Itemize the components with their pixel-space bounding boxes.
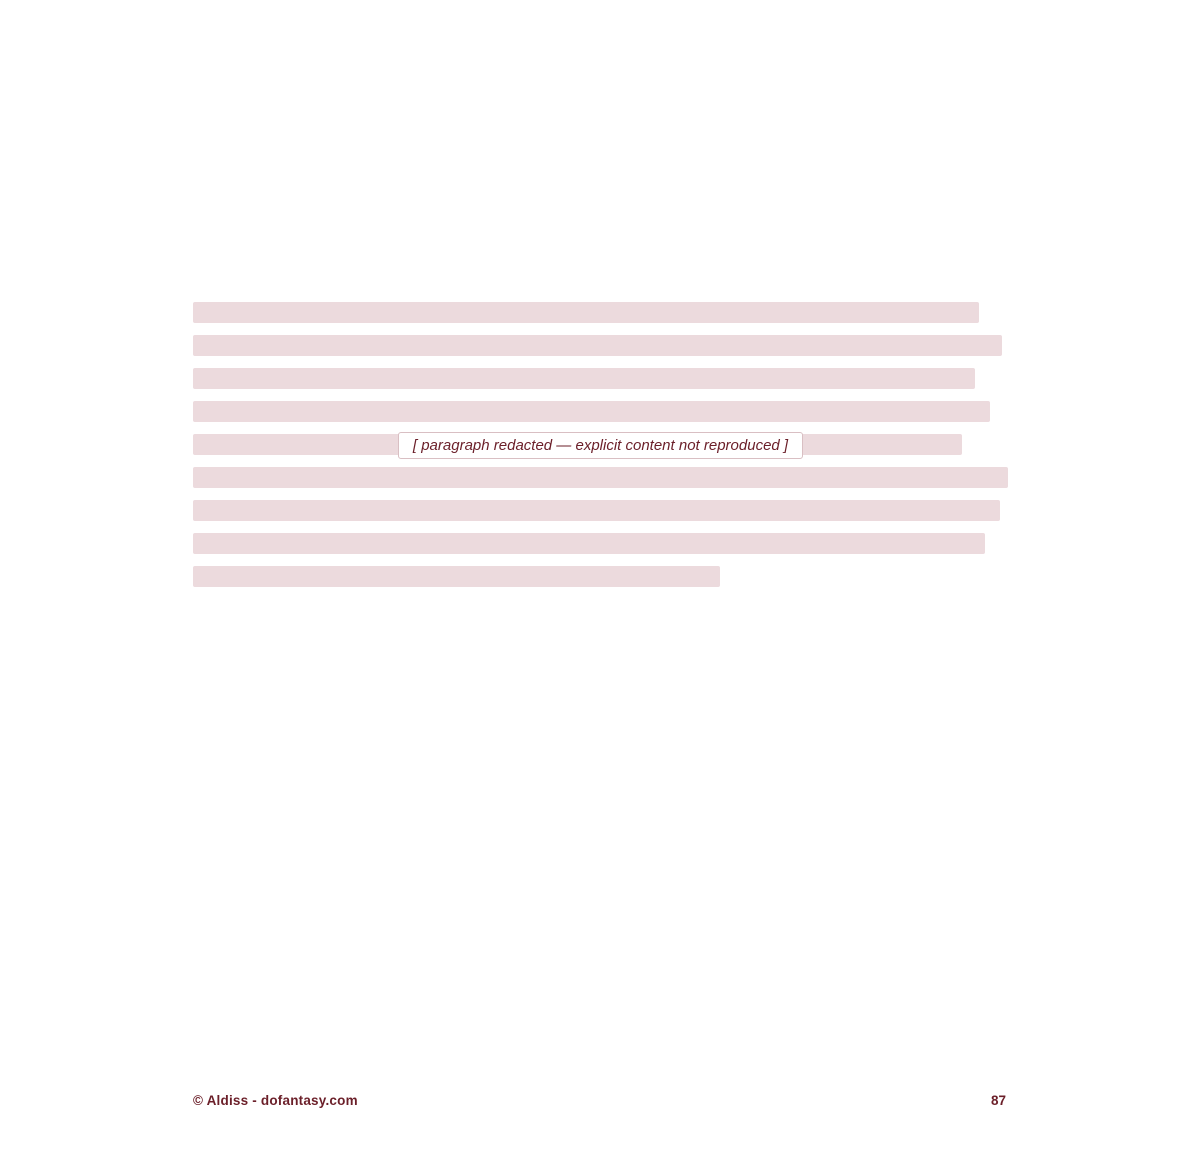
redacted-text-lines <box>193 302 1008 587</box>
redaction-note-label: [ paragraph redacted — explicit content not reproduced ] <box>398 432 803 459</box>
redacted-text-line <box>193 401 990 422</box>
redacted-text-line <box>193 434 962 455</box>
redacted-text-line <box>193 467 1008 488</box>
copyright-text: © Aldiss - dofantasy.com <box>193 1093 358 1108</box>
page-number: 87 <box>991 1093 1007 1108</box>
body-text-block <box>193 302 1008 588</box>
redacted-text-line <box>193 335 1002 356</box>
redacted-text-line <box>193 368 975 389</box>
redacted-text-line <box>193 533 985 554</box>
redacted-text-line <box>193 302 979 323</box>
redacted-text-line <box>193 566 720 587</box>
redacted-text-line <box>193 500 1000 521</box>
